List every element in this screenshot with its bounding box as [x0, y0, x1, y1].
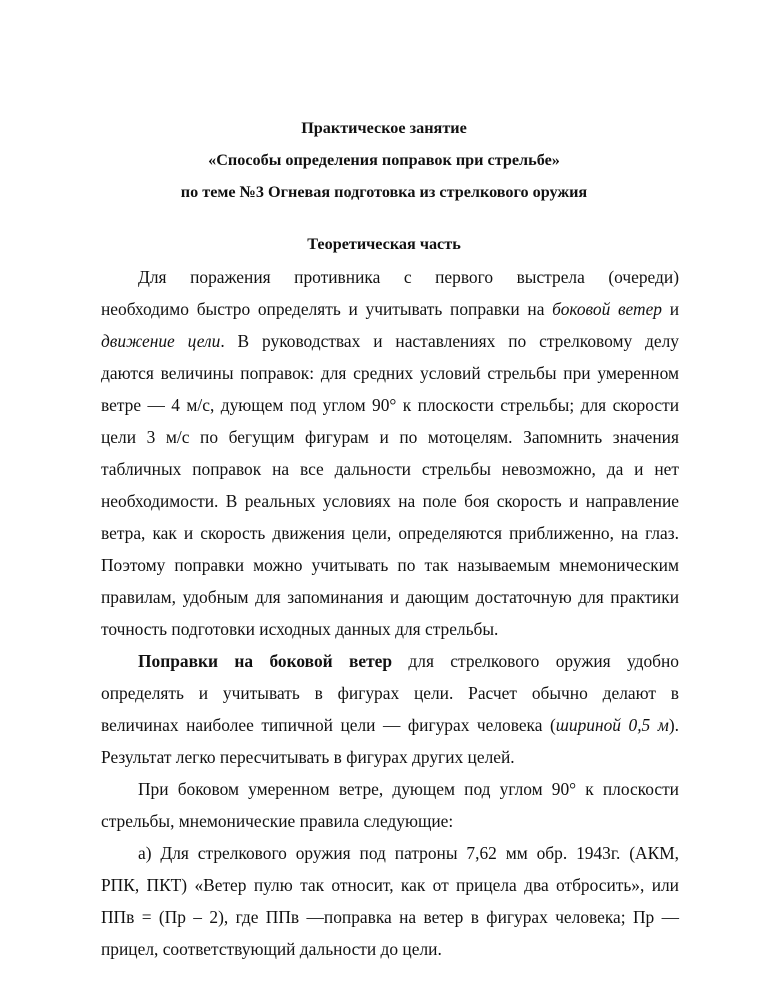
- text-line: табличных поправок на все дальности стрельбы невозможно, да и нет: [101, 459, 679, 479]
- text-span: величинах наиболее типичной цели — фигурах человека (: [101, 715, 556, 735]
- header-line-1: Практическое занятие: [301, 119, 467, 137]
- text-line: [138, 650, 679, 672]
- text-line: стрельбы, мнемонические правила следующие:: [101, 811, 454, 831]
- header-line-3: по теме №3 Огневая подготовка из стрелкового оружия: [180, 183, 588, 201]
- text-line: ППв = (Пр – 2), где ППв —поправка на ветер в фигурах человека; Пр —: [101, 907, 679, 927]
- text-line: Для поражения противника с первого выстрела (очереди): [138, 267, 679, 287]
- text-line: необходимости. В реальных условиях на поле боя скорость и направление: [101, 491, 679, 511]
- text-line: Поэтому поправки можно учитывать по так называемым мнемоническим: [101, 555, 679, 575]
- text-line: ветра, как и скорость движения цели, определяются приближенно, на глаз.: [101, 523, 679, 543]
- text-line: правилам, удобным для запоминания и дающим достаточную для практики: [101, 587, 679, 607]
- italic-term: шириной 0,5 м: [555, 715, 669, 735]
- text-span: необходимо быстро определять и учитывать поправки на: [101, 299, 553, 319]
- text-line: [101, 330, 679, 352]
- header-line-2: «Способы определения поправок при стрельбе»: [208, 151, 560, 169]
- text-span: и: [661, 299, 679, 319]
- text-line: определять и учитывать в фигурах цели. Расчет обычно делают в: [101, 683, 679, 703]
- text-span: для стрелкового оружия удобно: [392, 651, 679, 671]
- text-line: а) Для стрелкового оружия под патроны 7,62 мм обр. 1943г. (АКМ,: [138, 843, 679, 863]
- text-line: точность подготовки исходных данных для стрельбы.: [101, 619, 499, 639]
- text-line: Результат легко пересчитывать в фигурах других целей.: [101, 747, 515, 767]
- text-span: . В руководствах и наставлениях по стрелковому делу: [220, 331, 679, 351]
- text-span: ).: [668, 715, 679, 735]
- section-title: Теоретическая часть: [307, 235, 461, 253]
- italic-term: движение цели: [101, 331, 221, 351]
- text-line: При боковом умеренном ветре, дующем под углом 90° к плоскости: [138, 779, 679, 799]
- text-line: [101, 714, 679, 736]
- text-line: прицел, соответствующий дальности до цели.: [101, 939, 442, 959]
- bold-term: Поправки на боковой ветер: [138, 651, 393, 671]
- text-line: даются величины поправок: для средних условий стрельбы при умеренном: [101, 363, 679, 383]
- italic-term: боковой ветер: [552, 299, 662, 319]
- text-line: цели 3 м/с по бегущим фигурам и по мотоцелям. Запомнить значения: [101, 427, 679, 447]
- text-line: РПК, ПКТ) «Ветер пулю так относит, как от прицела два отбросить», или: [101, 875, 679, 895]
- text-line: ветре — 4 м/с, дующем под углом 90° к плоскости стрельбы; для скорости: [101, 395, 679, 415]
- text-line: [101, 298, 679, 320]
